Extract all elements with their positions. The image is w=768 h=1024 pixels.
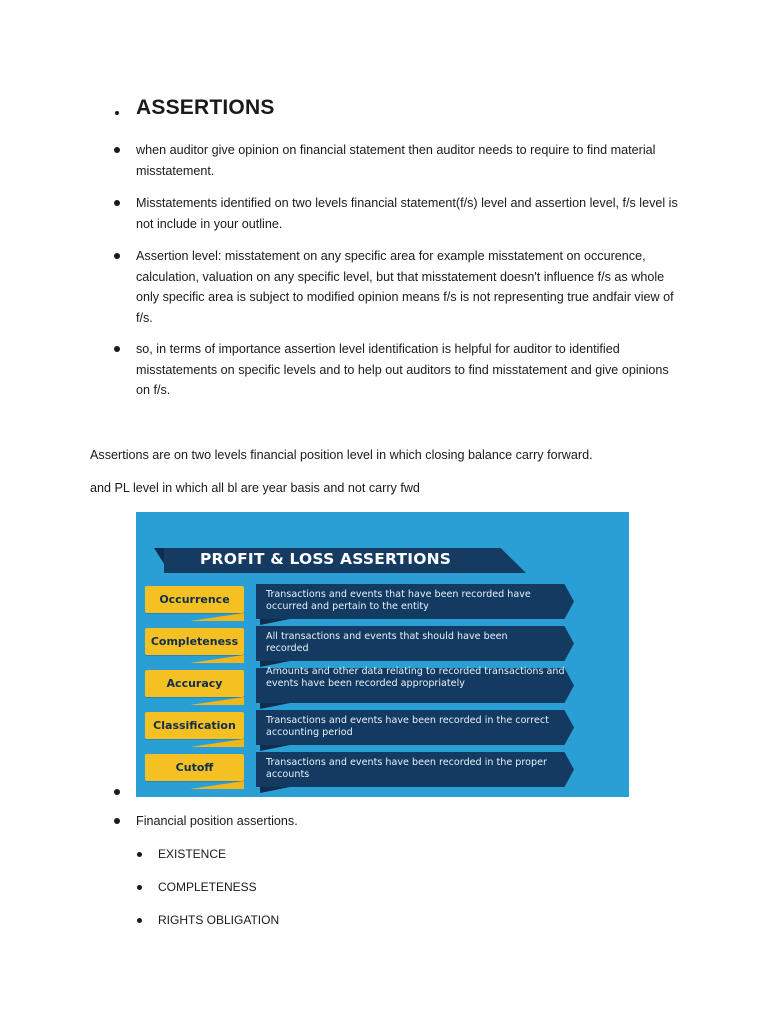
page-title: ASSERTIONS — [136, 96, 275, 119]
fp-intro: Financial position assertions. — [136, 814, 298, 828]
sub-bullet-dot — [137, 885, 142, 890]
label-pointer — [190, 697, 244, 705]
assertion-description: Amounts and other data relating to recorded transactions and events have been recorded appropriately — [266, 666, 565, 689]
bullet-dot — [114, 818, 120, 824]
bullet-dot — [114, 200, 120, 206]
assertion-label: Occurrence — [145, 586, 244, 613]
assertion-description: All transactions and events that should have been recorded — [266, 631, 508, 654]
assertion-description: Transactions and events that have been recorded have occurred and pertain to the entity — [266, 589, 531, 612]
bullet-text: Assertion level: misstatement on any specific area for example misstatement on occurence, calculation, valuation on any specific level, but that misstatement doesn't influence f/s as whole only specific area is subject to modified opinion means f/s is not representing true andfair view of f/s. — [136, 249, 674, 325]
bullet-dot — [114, 789, 120, 795]
assertion-description: Transactions and events have been recorded in the proper accounts — [266, 757, 547, 780]
paragraph: and PL level in which all bl are year basis and not carry fwd — [90, 481, 420, 495]
bullet-dot — [114, 147, 120, 153]
bullet-dot — [114, 253, 120, 259]
description-pointer — [260, 745, 290, 751]
bullet-text: when auditor give opinion on financial statement then auditor needs to require to find material misstatement. — [136, 143, 656, 178]
sub-bullet-dot — [137, 852, 142, 857]
heading-bullet — [115, 111, 119, 115]
assertion-description: Transactions and events have been recorded in the correct accounting period — [266, 715, 549, 738]
fp-item: COMPLETENESS — [158, 880, 257, 894]
bullet-text: Misstatements identified on two levels financial statement(f/s) level and assertion level, f/s level is not include in your outline. — [136, 196, 678, 231]
label-pointer — [190, 613, 244, 621]
assertion-row — [136, 712, 629, 752]
assertion-label: Cutoff — [145, 754, 244, 781]
paragraph: Assertions are on two levels financial position level in which closing balance carry forward. — [90, 448, 593, 462]
profit-loss-assertions-infographic — [136, 512, 629, 797]
assertion-row — [136, 586, 629, 626]
label-pointer — [190, 739, 244, 747]
assertion-label: Accuracy — [145, 670, 244, 697]
label-pointer — [190, 655, 244, 663]
label-pointer — [190, 781, 244, 789]
description-pointer — [260, 619, 290, 625]
description-pointer — [260, 703, 290, 709]
assertion-label: Completeness — [145, 628, 244, 655]
assertion-row — [136, 628, 629, 668]
bullet-dot — [114, 346, 120, 352]
sub-bullet-dot — [137, 918, 142, 923]
fp-item: RIGHTS OBLIGATION — [158, 913, 280, 927]
description-pointer — [260, 787, 290, 793]
assertion-row — [136, 666, 629, 710]
infographic-title: PROFIT & LOSS ASSERTIONS — [200, 550, 452, 568]
bullet-text: so, in terms of importance assertion level identification is helpful for auditor to identified misstatements on specific levels and to help out auditors to find misstatement and give opinions on f/s. — [136, 342, 669, 397]
assertion-row — [136, 754, 629, 794]
fp-item: EXISTENCE — [158, 847, 227, 861]
assertion-label: Classification — [145, 712, 244, 739]
